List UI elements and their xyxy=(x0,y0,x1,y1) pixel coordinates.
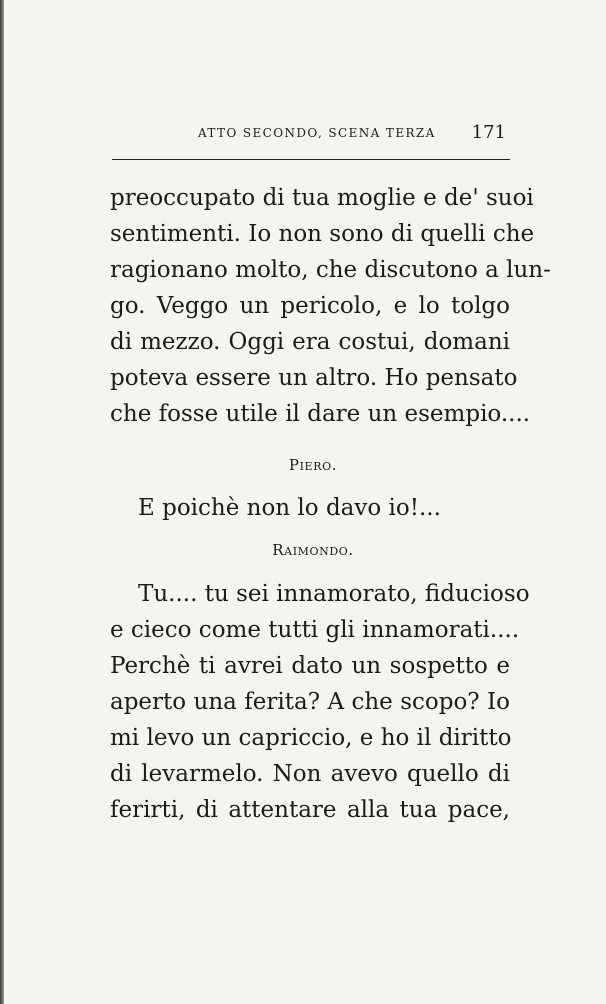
speaker-name: Raimondo. xyxy=(272,541,354,559)
running-title: ATTO SECONDO, SCENA TERZA xyxy=(198,126,436,140)
text-line: poteva essere un altro. Ho pensato xyxy=(110,365,518,391)
text-line: aperto una ferita? A che scopo? Io xyxy=(110,689,510,715)
text-line: Perchè ti avrei dato un sospetto e xyxy=(110,653,510,679)
text-line: E poichè non lo davo io!... xyxy=(138,495,441,521)
paragraph-1 xyxy=(110,180,551,432)
text-line: ferirti, di attentare alla tua pace, xyxy=(110,797,510,823)
text-line: di levarmelo. Non avevo quello di xyxy=(110,761,510,787)
text-line: di mezzo. Oggi era costui, domani xyxy=(110,329,510,355)
paragraph-2 xyxy=(138,490,458,526)
running-head xyxy=(110,122,508,146)
text-line: preoccupato di tua moglie e de' suoi xyxy=(110,185,534,211)
text-line: sentimenti. Io non sono di quelli che xyxy=(110,221,535,247)
text-line: mi levo un capriccio, e ho il diritto xyxy=(110,725,512,751)
page-binding-edge xyxy=(0,0,4,1004)
text-line: ragionano molto, che discutono a lun- xyxy=(110,257,551,283)
text-line: Tu.... tu sei innamorato, fiducioso xyxy=(138,581,530,607)
text-line: e cieco come tutti gli innamorati.... xyxy=(110,617,520,643)
page-number: 171 xyxy=(471,122,506,143)
paragraph-3 xyxy=(110,576,530,828)
header-rule xyxy=(112,159,510,160)
text-line: che fosse utile il dare un esempio.... xyxy=(110,401,531,427)
speaker-name: Piero. xyxy=(288,456,338,474)
text-line: go. Veggo un pericolo, e lo tolgo xyxy=(110,293,510,319)
